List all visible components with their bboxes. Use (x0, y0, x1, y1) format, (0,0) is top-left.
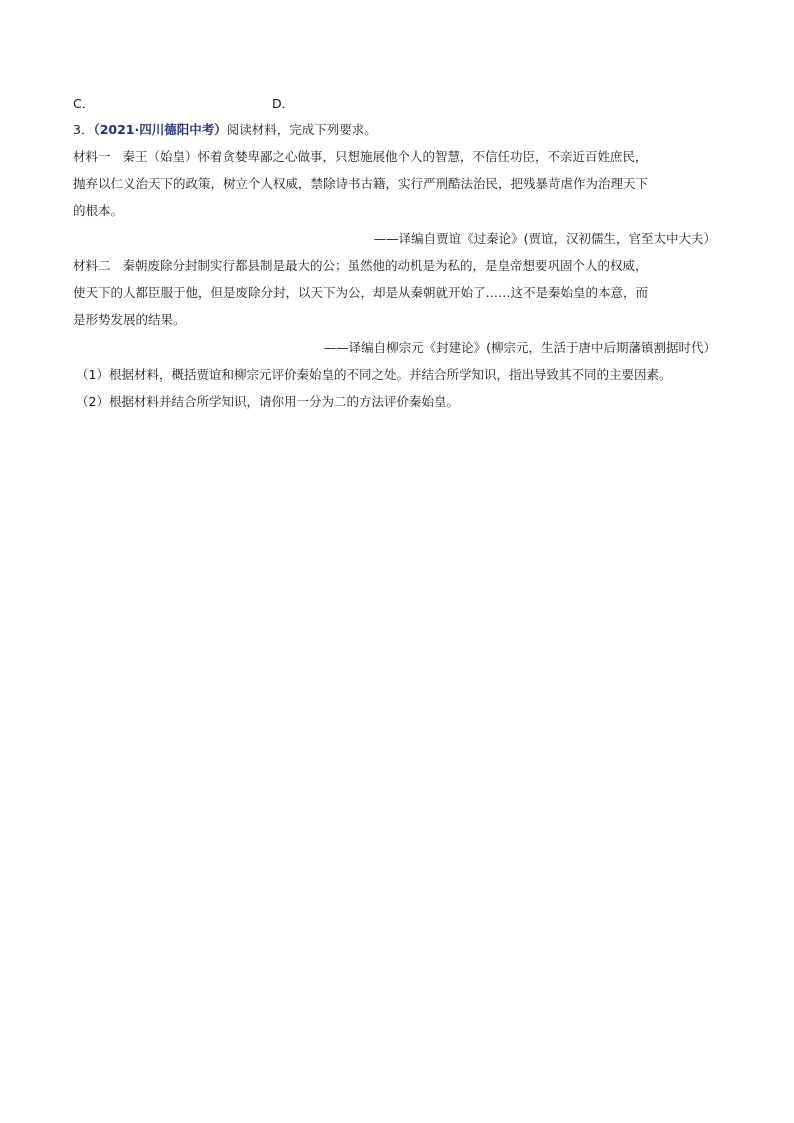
material1-citation: ——译编自贾谊《过秦论》(贾谊，汉初儒生，官至太中大夫） (373, 231, 716, 246)
material2-citation: ——译编自柳宗元《封建论》(柳宗元，生活于唐中后期藩镇割据时代） (323, 340, 716, 355)
subquestion-1: （1）根据材料，概括贾谊和柳宗元评价秦始皇的不同之处。并结合所学知识，指出导致其不同的主要因素。 (76, 367, 672, 382)
option-d: D． (272, 96, 295, 111)
question-header (73, 121, 377, 139)
material1-line1 (73, 148, 648, 166)
option-c: C． (73, 96, 95, 111)
material2-line1 (73, 257, 648, 275)
material1-text-line1: 秦王（始皇）怀着贪婪卑鄙之心做事，只想施展他个人的智慧，不信任功臣，不亲近百姓庶民， (122, 149, 648, 164)
material2-line2: 使天下的人都臣服于他，但是废除分封，以天下为公，却是从秦朝就开始了……这不是秦始皇的本意，而 (73, 285, 649, 300)
question-prompt: 阅读材料，完成下列要求。 (226, 122, 377, 137)
material2-text-line1: 秦朝废除分封制实行都县制是最大的公；虽然他的动机是为私的，是皇帝想要巩固个人的权威， (122, 258, 648, 273)
subquestion-2: （2）根据材料并结合所学知识，请你用一分为二的方法评价秦始皇。 (76, 394, 459, 409)
question-number: 3． (73, 122, 94, 137)
material1-line2: 抛弃以仁义治天下的政策，树立个人权威，禁除诗书古籍，实行严刑酷法治民，把残暴苛虐作为治理天下 (73, 176, 649, 191)
material2-line3: 是形势发展的结果。 (73, 312, 186, 327)
question-source: （2021·四川德阳中考） (93, 122, 227, 137)
material1-label: 材料一 (73, 149, 111, 164)
material2-label: 材料二 (73, 258, 111, 273)
material1-line3: 的根本。 (73, 203, 124, 218)
